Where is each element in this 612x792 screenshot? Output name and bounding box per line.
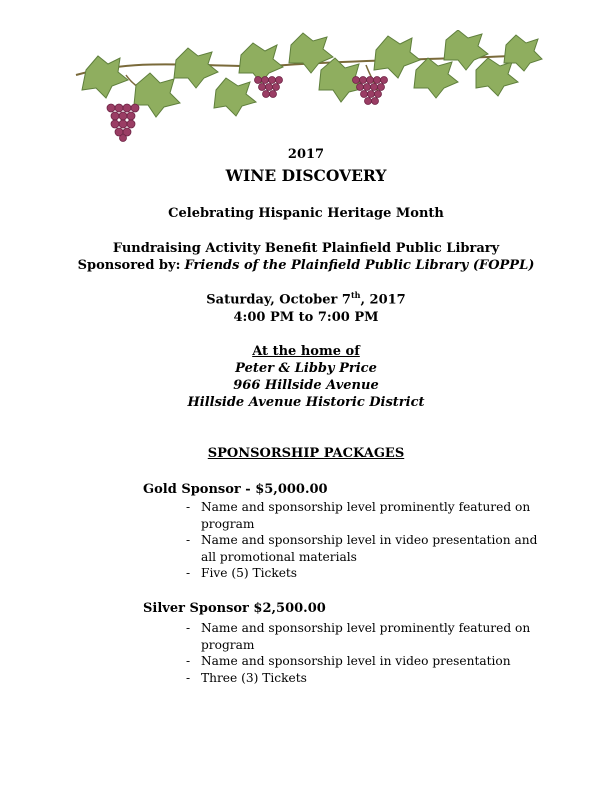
location-heading: At the home of [252,344,360,359]
event-date [0,290,612,307]
bullet-dash: - [186,533,191,547]
bullet-dash: - [186,670,191,685]
list-item: - Three (3) Tickets [186,670,307,685]
bullet-dash: - [186,621,191,635]
package-title-gold: Gold Sponsor - $5,000.00 [143,482,328,497]
list-item: - Name and sponsorship level in video presentation [186,654,511,668]
vine-leaves [82,30,542,117]
sponsor-org: Friends of the Plainfield Public Library (FOPPL) [184,258,535,273]
bullet-dash: - [186,654,191,668]
list-item: - Name and sponsorship level in video presentation and all promotional materials [186,533,538,564]
package-items-gold [186,499,546,582]
event-date-prefix: Saturday, October 7 [206,292,351,308]
list-item: - Name and sponsorship level prominently featured on program [186,500,531,531]
event-year: 2017 [287,147,325,162]
event-title: WINE DISCOVERY [225,166,387,185]
event-subtitle: Celebrating Hispanic Heritage Month [168,206,444,221]
fundraising-line: Fundraising Activity Benefit Plainfield Public Library [112,241,500,256]
event-date-suffix: , 2017 [360,292,406,308]
bullet-dash: - [186,566,191,580]
sponsorship-heading: SPONSORSHIP PACKAGES [207,446,405,461]
package-title-silver: Silver Sponsor $2,500.00 [143,601,326,616]
sponsored-by-line [0,258,612,273]
event-date-sup: th [350,290,361,300]
location-hosts: Peter & Libby Price [235,361,377,376]
grapevine-illustration [66,30,546,142]
sponsored-by-label: Sponsored by: [77,258,181,273]
list-item: - Five (5) Tickets [186,566,298,580]
event-time: 4:00 PM to 7:00 PM [233,310,379,325]
location-street: 966 Hillside Avenue [233,378,379,393]
location-district: Hillside Avenue Historic District [187,395,425,410]
bullet-dash: - [186,500,191,514]
list-item: - Name and sponsorship level prominently featured on program [186,621,531,652]
package-items-silver [186,620,546,686]
